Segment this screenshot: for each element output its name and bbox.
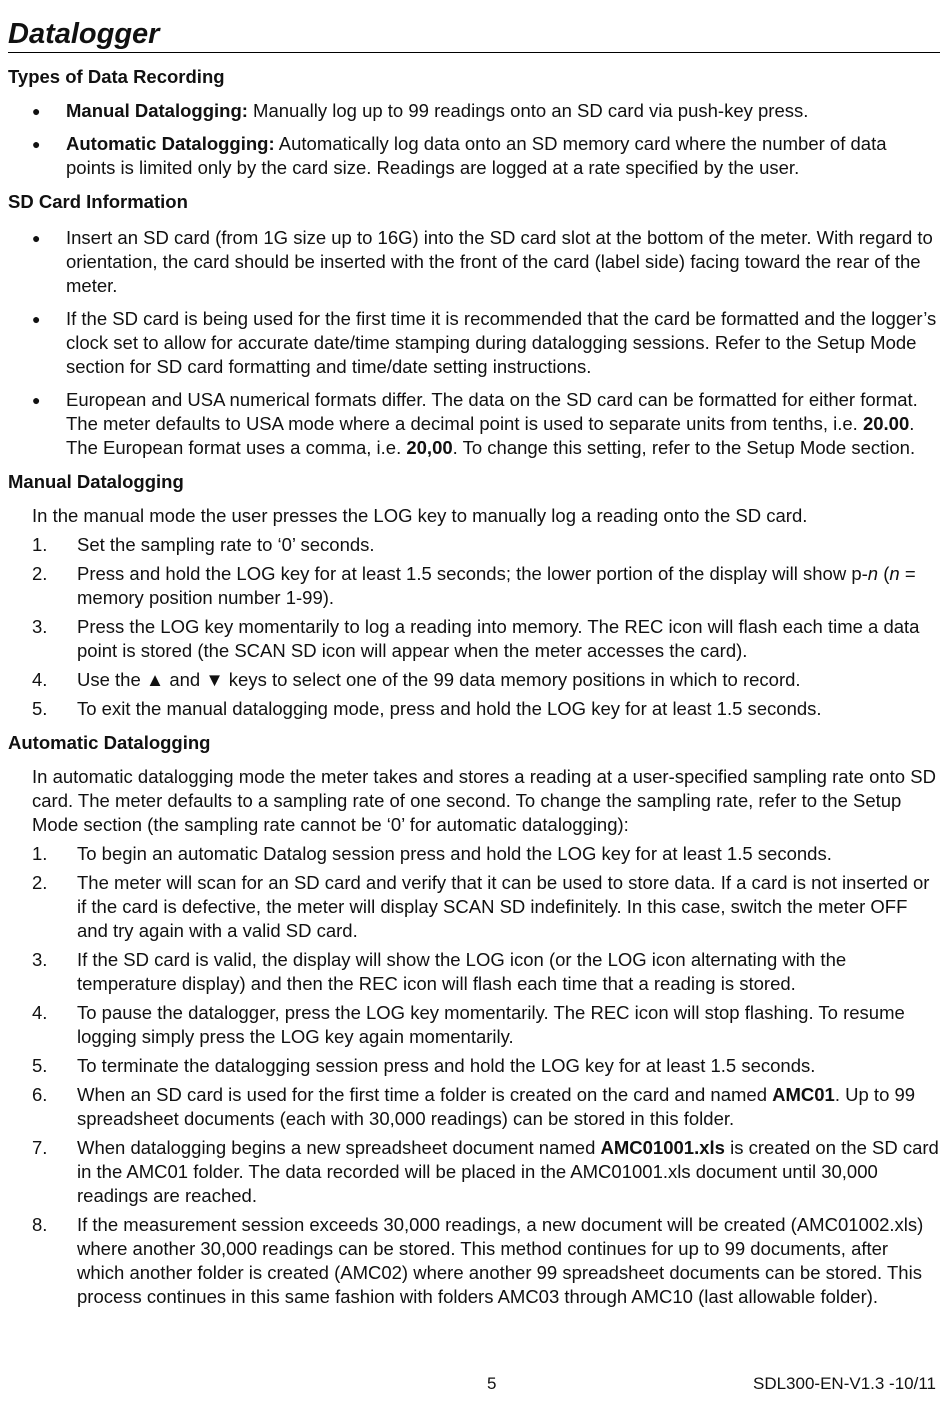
bullet-icon: ● xyxy=(32,311,41,327)
step-text: When datalogging begins a new spreadsheet document named xyxy=(77,1137,601,1158)
list-item xyxy=(8,226,940,298)
list-item xyxy=(8,948,940,996)
step-text: Set the sampling rate to ‘0’ seconds. xyxy=(77,534,375,555)
list-item xyxy=(8,1083,940,1131)
step-number: 2. xyxy=(32,563,48,584)
manual-intro: In the manual mode the user presses the LOG key to manually log a reading onto the SD card. xyxy=(32,505,808,526)
item-text: European and USA numerical formats differ. The data on the SD card can be formatted for either format. The meter defaults to USA mode where a decimal point is used to separate units from tenths, i.e. xyxy=(66,389,918,434)
list-item xyxy=(8,99,940,123)
list-item xyxy=(8,307,940,379)
page-title: Datalogger xyxy=(8,16,940,53)
item-text: Manually log up to 99 readings onto an SD card via push-key press. xyxy=(247,100,809,121)
list-item xyxy=(8,1136,940,1208)
section-heading-manual: Manual Datalogging xyxy=(8,471,184,492)
list-item xyxy=(8,132,940,180)
file-name: AMC01001.xls xyxy=(600,1137,725,1158)
list-item xyxy=(8,697,940,721)
list-item xyxy=(8,388,940,460)
term-automatic: Automatic Datalogging: xyxy=(66,133,275,154)
list-item xyxy=(8,871,940,943)
step-number: 2. xyxy=(32,872,48,893)
step-text: . Up to 99 spreadsheet documents (each with 30,000 readings) can be stored in this folder. xyxy=(77,1084,916,1129)
list-item xyxy=(8,562,940,610)
step-number: 1. xyxy=(32,843,48,864)
step-text: To pause the datalogger, press the LOG key momentarily. The REC icon will stop flashing. To resume logging simply press the LOG key again momentarily. xyxy=(77,1002,905,1047)
variable-n: n xyxy=(867,563,879,584)
auto-steps xyxy=(8,842,940,1309)
types-list xyxy=(8,99,940,180)
step-number: 3. xyxy=(32,949,48,970)
folder-name: AMC01 xyxy=(772,1084,835,1105)
item-text: Insert an SD card (from 1G size up to 16G) into the SD card slot at the bottom of the meter. With regard to orientation, the card should be inserted with the front of the card (label side) facing toward the rear of the meter. xyxy=(66,227,933,296)
manual-steps xyxy=(8,533,940,721)
step-number: 4. xyxy=(32,1002,48,1023)
step-text: The meter will scan for an SD card and verify that it can be used to store data. If a card is not inserted or if the card is defective, the meter will display SCAN SD indefinitely. In this case, switch the meter OFF and try again with a valid SD card. xyxy=(77,872,930,941)
item-text: If the SD card is being used for the first time it is recommended that the card be formatted and the logger’s clock set to allow for accurate date/time stamping during datalogging sessions. Refer to the Setup Mode section for SD card formatting and time/date setting instructions. xyxy=(66,308,937,377)
list-item xyxy=(8,533,940,557)
step-number: 5. xyxy=(32,698,48,719)
page-number: 5 xyxy=(487,1374,497,1393)
section-heading-types: Types of Data Recording xyxy=(8,66,225,87)
usa-format-example: 20.00 xyxy=(862,413,910,434)
step-text: When an SD card is used for the first time a folder is created on the card and named xyxy=(77,1084,773,1105)
list-item xyxy=(8,1001,940,1049)
bullet-icon: ● xyxy=(32,136,41,152)
list-item xyxy=(8,668,940,692)
bullet-icon: ● xyxy=(32,230,41,246)
step-number: 5. xyxy=(32,1055,48,1076)
step-text: To exit the manual datalogging mode, press and hold the LOG key for at least 1.5 seconds. xyxy=(77,698,822,719)
document-code: SDL300-EN-V1.3 -10/11 xyxy=(752,1374,936,1393)
step-number: 3. xyxy=(32,616,48,637)
list-item xyxy=(8,1213,940,1309)
step-number: 7. xyxy=(32,1137,48,1158)
step-text: is created on the SD card in the AMC01 folder. The data recorded will be placed in the AMC01001.xls document until 30,000 readings are reached. xyxy=(77,1137,939,1206)
section-heading-sd-card: SD Card Information xyxy=(8,191,188,212)
sd-list xyxy=(8,226,940,460)
step-text: To begin an automatic Datalog session press and hold the LOG key for at least 1.5 seconds. xyxy=(77,843,832,864)
item-text: . The European format uses a comma, i.e. xyxy=(66,413,915,458)
step-text: To terminate the datalogging session press and hold the LOG key for at least 1.5 seconds. xyxy=(77,1055,816,1076)
step-text: If the SD card is valid, the display will show the LOG icon (or the LOG icon alternating with the temperature display) and then the REC icon will flash each time that a reading is stored. xyxy=(77,949,847,994)
auto-intro: In automatic datalogging mode the meter takes and stores a reading at a user-specified sampling rate onto SD card. The meter defaults to a sampling rate of one second. To change the sampling rate, refer to the Setup Mode section (the sampling rate cannot be ‘0’ for automatic datalogging): xyxy=(32,766,936,835)
term-manual: Manual Datalogging: xyxy=(66,100,248,121)
step-text: Press and hold the LOG key for at least 1.5 seconds; the lower portion of the display will show p- xyxy=(77,563,868,584)
step-number: 4. xyxy=(32,669,48,690)
step-number: 8. xyxy=(32,1214,48,1235)
step-text: Press the LOG key momentarily to log a reading into memory. The REC icon will flash each time a data point is stored (the SCAN SD icon will appear when the meter accesses the card). xyxy=(77,616,920,661)
step-number: 6. xyxy=(32,1084,48,1105)
bullet-icon: ● xyxy=(32,103,41,119)
step-text: If the measurement session exceeds 30,000 readings, a new document will be created (AMC01002.xls) where another 30,000 readings can be stored. This method continues for up to 99 documents, after which another folder is created (AMC02) where another 99 spreadsheet documents can be stored. This process continues in this same fashion with folders AMC03 through AMC10 (last allowable folder). xyxy=(77,1214,924,1307)
document-page xyxy=(8,16,940,1309)
step-text: Use the ▲ and ▼ keys to select one of the 99 data memory positions in which to record. xyxy=(77,669,801,690)
variable-n: n xyxy=(889,563,900,584)
list-item xyxy=(8,615,940,663)
step-text: = memory position number 1-99). xyxy=(77,563,916,608)
european-format-example: 20,00 xyxy=(406,437,453,458)
step-number: 1. xyxy=(32,534,48,555)
bullet-icon: ● xyxy=(32,392,41,408)
list-item xyxy=(8,1054,940,1078)
item-text: Automatically log data onto an SD memory card where the number of data points is limited only by the card size. Readings are logged at a rate specified by the user. xyxy=(66,133,887,178)
list-item xyxy=(8,842,940,866)
section-heading-automatic: Automatic Datalogging xyxy=(8,732,211,753)
item-text: . To change this setting, refer to the Setup Mode section. xyxy=(452,437,916,458)
step-text: ( xyxy=(878,563,890,584)
